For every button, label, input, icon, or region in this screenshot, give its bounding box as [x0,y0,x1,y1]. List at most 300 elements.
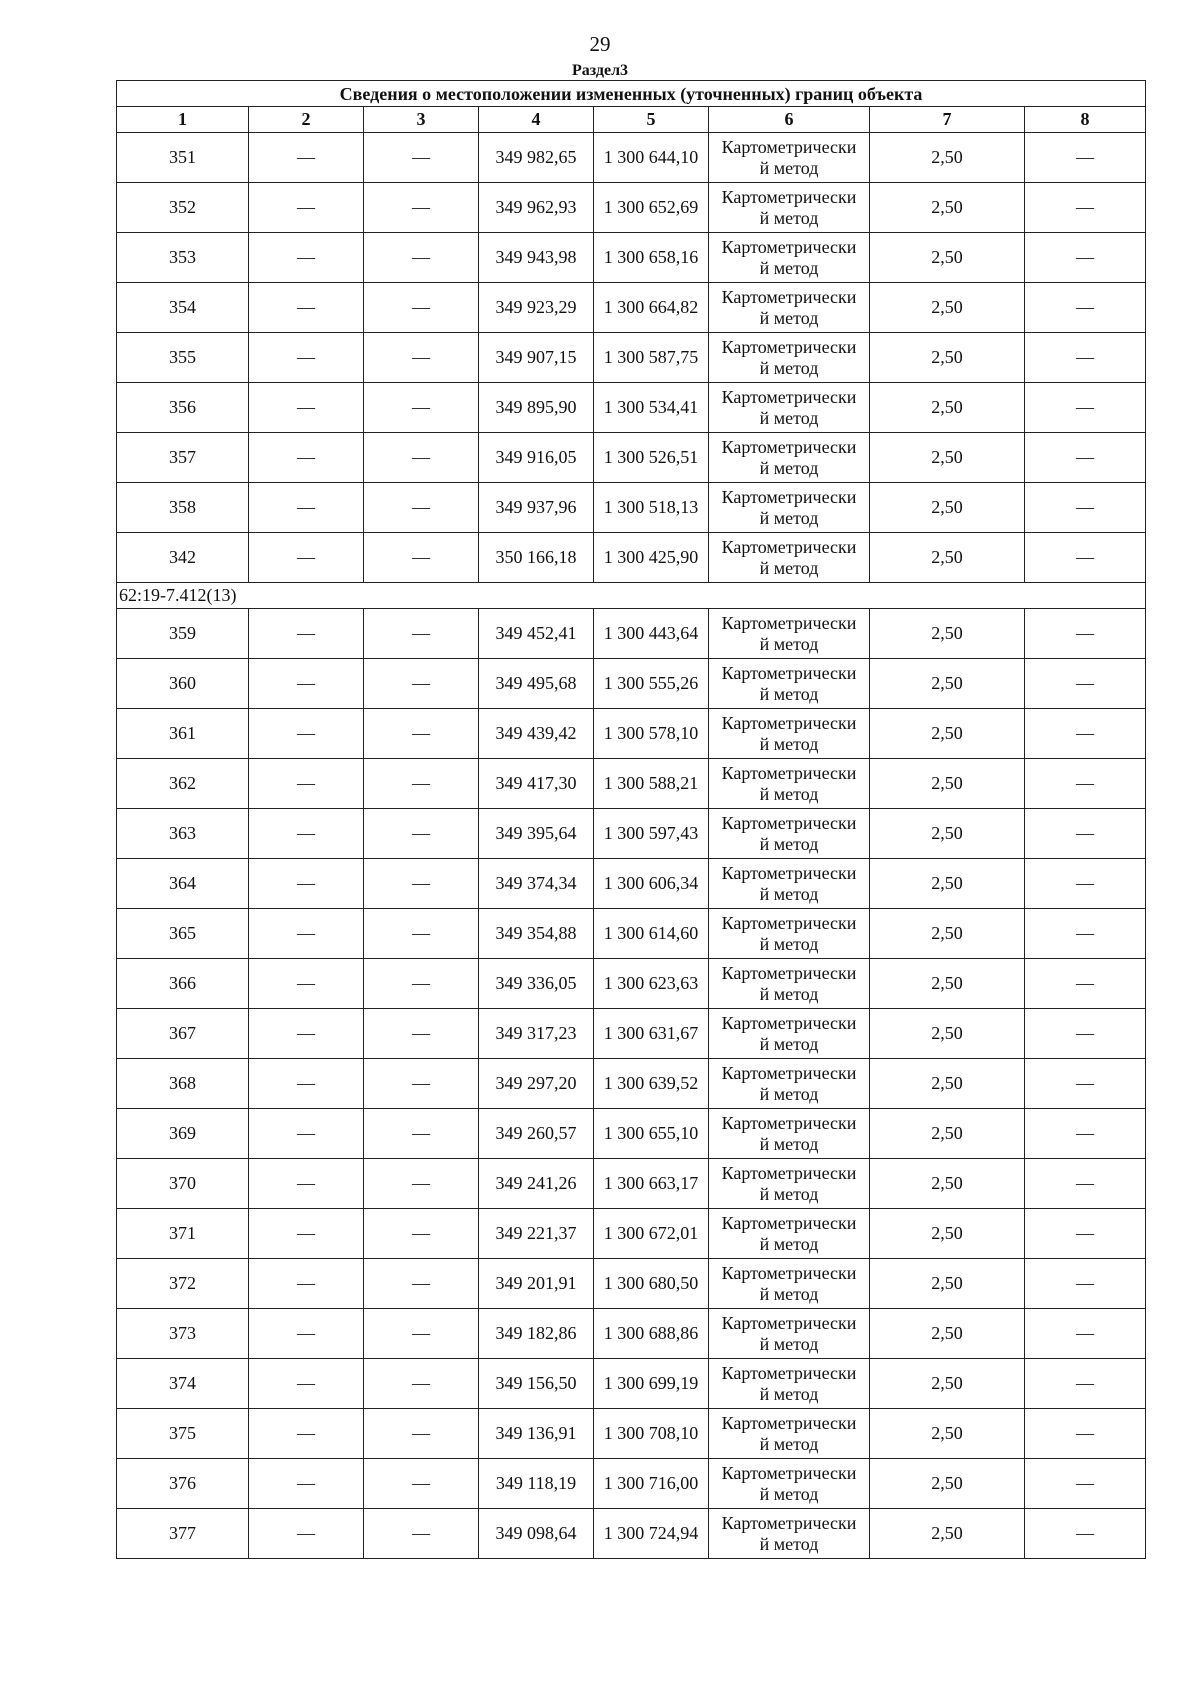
method-text-line-1: Картометрически [721,762,857,783]
column-3-cell: — [364,1159,479,1209]
table-row [117,1159,1146,1209]
method-cell [709,1259,870,1309]
table-row [117,909,1146,959]
column-2-cell: — [249,1309,364,1359]
method-text-line-1: Картометрически [721,386,857,407]
method-text-line-2: й метод [759,1533,819,1554]
method-text-line-1: Картометрически [721,812,857,833]
column-number-row [117,107,1146,133]
column-header: 8 [1025,107,1146,133]
column-2-cell: — [249,1409,364,1459]
accuracy-cell: 2,50 [870,1109,1025,1159]
point-number-cell: 376 [117,1459,249,1509]
accuracy-cell: 2,50 [870,1309,1025,1359]
method-text-line-2: й метод [759,457,819,478]
method-text-line-2: й метод [759,833,819,854]
table-row [117,433,1146,483]
method-text-line-1: Картометрически [721,662,857,683]
accuracy-cell: 2,50 [870,1409,1025,1459]
table-row [117,533,1146,583]
method-cell [709,533,870,583]
table-row [117,1459,1146,1509]
x-coordinate-cell: 349 354,88 [479,909,594,959]
table-row [117,1509,1146,1559]
column-3-cell: — [364,959,479,1009]
column-header: 6 [709,107,870,133]
column-2-cell: — [249,1509,364,1559]
method-text-line-1: Картометрически [721,186,857,207]
method-text-line-1: Картометрически [721,1512,857,1533]
method-cell [709,433,870,483]
y-coordinate-cell: 1 300 724,94 [594,1509,709,1559]
accuracy-cell: 2,50 [870,1009,1025,1059]
x-coordinate-cell: 349 962,93 [479,183,594,233]
method-cell [709,283,870,333]
accuracy-cell: 2,50 [870,233,1025,283]
column-2-cell: — [249,183,364,233]
method-text-line-1: Картометрически [721,436,857,457]
table-row [117,1409,1146,1459]
y-coordinate-cell: 1 300 663,17 [594,1159,709,1209]
point-number-cell: 368 [117,1059,249,1109]
column-2-cell: — [249,533,364,583]
y-coordinate-cell: 1 300 425,90 [594,533,709,583]
x-coordinate-cell: 349 916,05 [479,433,594,483]
column-header: 1 [117,107,249,133]
x-coordinate-cell: 349 221,37 [479,1209,594,1259]
column-8-cell: — [1025,1309,1146,1359]
column-8-cell: — [1025,1059,1146,1109]
method-text-line-1: Картометрически [721,1312,857,1333]
x-coordinate-cell: 349 895,90 [479,383,594,433]
y-coordinate-cell: 1 300 688,86 [594,1309,709,1359]
accuracy-cell: 2,50 [870,759,1025,809]
column-3-cell: — [364,859,479,909]
accuracy-cell: 2,50 [870,959,1025,1009]
point-number-cell: 375 [117,1409,249,1459]
point-number-cell: 359 [117,609,249,659]
method-text-line-2: й метод [759,1383,819,1404]
method-text-line-1: Картометрически [721,1262,857,1283]
column-3-cell: — [364,1209,479,1259]
column-2-cell: — [249,609,364,659]
x-coordinate-cell: 349 260,57 [479,1109,594,1159]
method-text-line-2: й метод [759,1483,819,1504]
y-coordinate-cell: 1 300 443,64 [594,609,709,659]
column-3-cell: — [364,433,479,483]
x-coordinate-cell: 349 201,91 [479,1259,594,1309]
y-coordinate-cell: 1 300 680,50 [594,1259,709,1309]
method-text-line-1: Картометрически [721,912,857,933]
y-coordinate-cell: 1 300 708,10 [594,1409,709,1459]
y-coordinate-cell: 1 300 534,41 [594,383,709,433]
accuracy-cell: 2,50 [870,1209,1025,1259]
column-3-cell: — [364,383,479,433]
y-coordinate-cell: 1 300 655,10 [594,1109,709,1159]
point-number-cell: 352 [117,183,249,233]
method-text-line-2: й метод [759,157,819,178]
column-3-cell: — [364,659,479,709]
method-cell [709,1209,870,1259]
column-8-cell: — [1025,1509,1146,1559]
method-cell [709,233,870,283]
method-text-line-2: й метод [759,1233,819,1254]
table-row [117,1009,1146,1059]
column-2-cell: — [249,433,364,483]
method-cell [709,859,870,909]
method-text-line-1: Картометрически [721,536,857,557]
method-text-line-2: й метод [759,307,819,328]
method-text-line-2: й метод [759,933,819,954]
column-3-cell: — [364,1109,479,1159]
point-number-cell: 364 [117,859,249,909]
y-coordinate-cell: 1 300 578,10 [594,709,709,759]
method-text-line-1: Картометрически [721,1062,857,1083]
y-coordinate-cell: 1 300 644,10 [594,133,709,183]
method-cell [709,1509,870,1559]
table-caption-row [117,81,1146,107]
accuracy-cell: 2,50 [870,809,1025,859]
column-3-cell: — [364,1359,479,1409]
column-8-cell: — [1025,1359,1146,1409]
column-8-cell: — [1025,1209,1146,1259]
column-8-cell: — [1025,859,1146,909]
y-coordinate-cell: 1 300 664,82 [594,283,709,333]
table-row [117,859,1146,909]
x-coordinate-cell: 349 452,41 [479,609,594,659]
method-text-line-2: й метод [759,983,819,1004]
column-2-cell: — [249,909,364,959]
column-header: 4 [479,107,594,133]
method-text-line-1: Картометрически [721,612,857,633]
y-coordinate-cell: 1 300 555,26 [594,659,709,709]
x-coordinate-cell: 349 907,15 [479,333,594,383]
x-coordinate-cell: 349 336,05 [479,959,594,1009]
method-cell [709,809,870,859]
column-3-cell: — [364,759,479,809]
point-number-cell: 365 [117,909,249,959]
point-number-cell: 361 [117,709,249,759]
table-caption: Сведения о местоположении измененных (уточненных) границ объекта [117,81,1146,107]
method-cell [709,183,870,233]
accuracy-cell: 2,50 [870,483,1025,533]
x-coordinate-cell: 349 439,42 [479,709,594,759]
column-2-cell: — [249,1159,364,1209]
y-coordinate-cell: 1 300 518,13 [594,483,709,533]
method-text-line-2: й метод [759,1333,819,1354]
x-coordinate-cell: 349 495,68 [479,659,594,709]
column-8-cell: — [1025,533,1146,583]
boundary-table [116,80,1146,1559]
y-coordinate-cell: 1 300 699,19 [594,1359,709,1409]
table-row [117,1059,1146,1109]
column-8-cell: — [1025,433,1146,483]
x-coordinate-cell: 349 297,20 [479,1059,594,1109]
column-header: 7 [870,107,1025,133]
page-number: 29 [589,32,611,56]
table-body [117,81,1146,1559]
table-row [117,1309,1146,1359]
accuracy-cell: 2,50 [870,133,1025,183]
method-text-line-1: Картометрически [721,136,857,157]
column-3-cell: — [364,1259,479,1309]
column-2-cell: — [249,383,364,433]
table-row [117,233,1146,283]
column-8-cell: — [1025,909,1146,959]
column-2-cell: — [249,133,364,183]
method-text-line-1: Картометрически [721,1462,857,1483]
column-8-cell: — [1025,483,1146,533]
method-text-line-2: й метод [759,883,819,904]
method-cell [709,1159,870,1209]
method-text-line-1: Картометрически [721,1112,857,1133]
column-2-cell: — [249,1059,364,1109]
x-coordinate-cell: 349 136,91 [479,1409,594,1459]
point-number-cell: 355 [117,333,249,383]
y-coordinate-cell: 1 300 672,01 [594,1209,709,1259]
method-text-line-2: й метод [759,633,819,654]
y-coordinate-cell: 1 300 606,34 [594,859,709,909]
point-number-cell: 363 [117,809,249,859]
method-text-line-1: Картометрически [721,1162,857,1183]
point-number-cell: 377 [117,1509,249,1559]
column-8-cell: — [1025,1409,1146,1459]
table-row [117,333,1146,383]
accuracy-cell: 2,50 [870,283,1025,333]
column-8-cell: — [1025,709,1146,759]
table-row [117,609,1146,659]
point-number-cell: 360 [117,659,249,709]
accuracy-cell: 2,50 [870,1459,1025,1509]
x-coordinate-cell: 349 098,64 [479,1509,594,1559]
x-coordinate-cell: 349 118,19 [479,1459,594,1509]
x-coordinate-cell: 349 923,29 [479,283,594,333]
column-3-cell: — [364,1309,479,1359]
section-title: Раздел3 [571,62,629,79]
accuracy-cell: 2,50 [870,1259,1025,1309]
table-row [117,1209,1146,1259]
method-text-line-1: Картометрически [721,286,857,307]
column-8-cell: — [1025,1459,1146,1509]
method-cell [709,1359,870,1409]
x-coordinate-cell: 349 156,50 [479,1359,594,1409]
column-3-cell: — [364,533,479,583]
y-coordinate-cell: 1 300 658,16 [594,233,709,283]
method-text-line-1: Картометрически [721,862,857,883]
method-cell [709,333,870,383]
point-number-cell: 353 [117,233,249,283]
point-number-cell: 366 [117,959,249,1009]
method-cell [709,133,870,183]
method-cell [709,1109,870,1159]
method-text-line-2: й метод [759,733,819,754]
x-coordinate-cell: 349 943,98 [479,233,594,283]
x-coordinate-cell: 349 182,86 [479,1309,594,1359]
column-8-cell: — [1025,1109,1146,1159]
column-3-cell: — [364,609,479,659]
point-number-cell: 371 [117,1209,249,1259]
column-3-cell: — [364,1509,479,1559]
y-coordinate-cell: 1 300 639,52 [594,1059,709,1109]
table-row [117,483,1146,533]
point-number-cell: 358 [117,483,249,533]
column-3-cell: — [364,233,479,283]
accuracy-cell: 2,50 [870,383,1025,433]
method-text-line-2: й метод [759,1033,819,1054]
table-row [117,183,1146,233]
column-2-cell: — [249,859,364,909]
column-2-cell: — [249,659,364,709]
x-coordinate-cell: 349 241,26 [479,1159,594,1209]
point-number-cell: 369 [117,1109,249,1159]
method-cell [709,483,870,533]
x-coordinate-cell: 349 417,30 [479,759,594,809]
accuracy-cell: 2,50 [870,609,1025,659]
accuracy-cell: 2,50 [870,1059,1025,1109]
column-2-cell: — [249,1459,364,1509]
point-number-cell: 372 [117,1259,249,1309]
method-cell [709,959,870,1009]
table-row [117,1109,1146,1159]
y-coordinate-cell: 1 300 588,21 [594,759,709,809]
group-label: 62:19-7.412(13) [117,583,1146,609]
point-number-cell: 370 [117,1159,249,1209]
column-8-cell: — [1025,233,1146,283]
column-8-cell: — [1025,383,1146,433]
table-row [117,759,1146,809]
accuracy-cell: 2,50 [870,1509,1025,1559]
column-8-cell: — [1025,133,1146,183]
x-coordinate-cell: 349 937,96 [479,483,594,533]
method-text-line-2: й метод [759,783,819,804]
column-8-cell: — [1025,659,1146,709]
method-text-line-1: Картометрически [721,236,857,257]
column-2-cell: — [249,1259,364,1309]
x-coordinate-cell: 349 982,65 [479,133,594,183]
column-8-cell: — [1025,609,1146,659]
method-text-line-2: й метод [759,407,819,428]
accuracy-cell: 2,50 [870,183,1025,233]
method-cell [709,759,870,809]
y-coordinate-cell: 1 300 623,63 [594,959,709,1009]
method-cell [709,609,870,659]
x-coordinate-cell: 350 166,18 [479,533,594,583]
column-2-cell: — [249,1209,364,1259]
method-text-line-1: Картометрически [721,336,857,357]
table-row [117,709,1146,759]
column-2-cell: — [249,1359,364,1409]
point-number-cell: 367 [117,1009,249,1059]
column-2-cell: — [249,709,364,759]
column-2-cell: — [249,759,364,809]
accuracy-cell: 2,50 [870,1359,1025,1409]
column-3-cell: — [364,483,479,533]
column-3-cell: — [364,709,479,759]
method-text-line-1: Картометрически [721,1412,857,1433]
column-3-cell: — [364,809,479,859]
method-text-line-2: й метод [759,1183,819,1204]
point-number-cell: 373 [117,1309,249,1359]
column-3-cell: — [364,133,479,183]
method-text-line-1: Картометрически [721,1362,857,1383]
method-text-line-2: й метод [759,207,819,228]
column-2-cell: — [249,483,364,533]
column-3-cell: — [364,283,479,333]
method-text-line-2: й метод [759,257,819,278]
accuracy-cell: 2,50 [870,709,1025,759]
y-coordinate-cell: 1 300 652,69 [594,183,709,233]
method-cell [709,383,870,433]
table-row [117,659,1146,709]
accuracy-cell: 2,50 [870,333,1025,383]
column-8-cell: — [1025,809,1146,859]
method-text-line-2: й метод [759,1083,819,1104]
table-row [117,1359,1146,1409]
y-coordinate-cell: 1 300 614,60 [594,909,709,959]
accuracy-cell: 2,50 [870,433,1025,483]
point-number-cell: 354 [117,283,249,333]
point-number-cell: 362 [117,759,249,809]
method-text-line-2: й метод [759,1433,819,1454]
method-text-line-1: Картометрически [721,712,857,733]
method-cell [709,1459,870,1509]
method-text-line-2: й метод [759,1133,819,1154]
table-row [117,809,1146,859]
column-3-cell: — [364,1059,479,1109]
table-row [117,1259,1146,1309]
method-cell [709,1309,870,1359]
column-8-cell: — [1025,183,1146,233]
column-header: 3 [364,107,479,133]
column-8-cell: — [1025,1259,1146,1309]
accuracy-cell: 2,50 [870,1159,1025,1209]
x-coordinate-cell: 349 317,23 [479,1009,594,1059]
method-cell [709,709,870,759]
group-label-row [117,583,1146,609]
column-8-cell: — [1025,1009,1146,1059]
column-3-cell: — [364,333,479,383]
method-text-line-2: й метод [759,357,819,378]
column-2-cell: — [249,959,364,1009]
column-8-cell: — [1025,1159,1146,1209]
table-row [117,133,1146,183]
method-text-line-2: й метод [759,1283,819,1304]
column-header: 2 [249,107,364,133]
method-cell [709,1009,870,1059]
method-cell [709,1059,870,1109]
method-text-line-1: Картометрически [721,962,857,983]
y-coordinate-cell: 1 300 716,00 [594,1459,709,1509]
point-number-cell: 356 [117,383,249,433]
column-2-cell: — [249,283,364,333]
column-2-cell: — [249,809,364,859]
column-header: 5 [594,107,709,133]
y-coordinate-cell: 1 300 631,67 [594,1009,709,1059]
y-coordinate-cell: 1 300 587,75 [594,333,709,383]
table-row [117,283,1146,333]
method-text-line-1: Картометрически [721,1212,857,1233]
column-8-cell: — [1025,959,1146,1009]
table-row [117,959,1146,1009]
method-text-line-2: й метод [759,507,819,528]
column-3-cell: — [364,1409,479,1459]
column-2-cell: — [249,333,364,383]
point-number-cell: 351 [117,133,249,183]
column-3-cell: — [364,1459,479,1509]
y-coordinate-cell: 1 300 597,43 [594,809,709,859]
x-coordinate-cell: 349 374,34 [479,859,594,909]
method-cell [709,1409,870,1459]
